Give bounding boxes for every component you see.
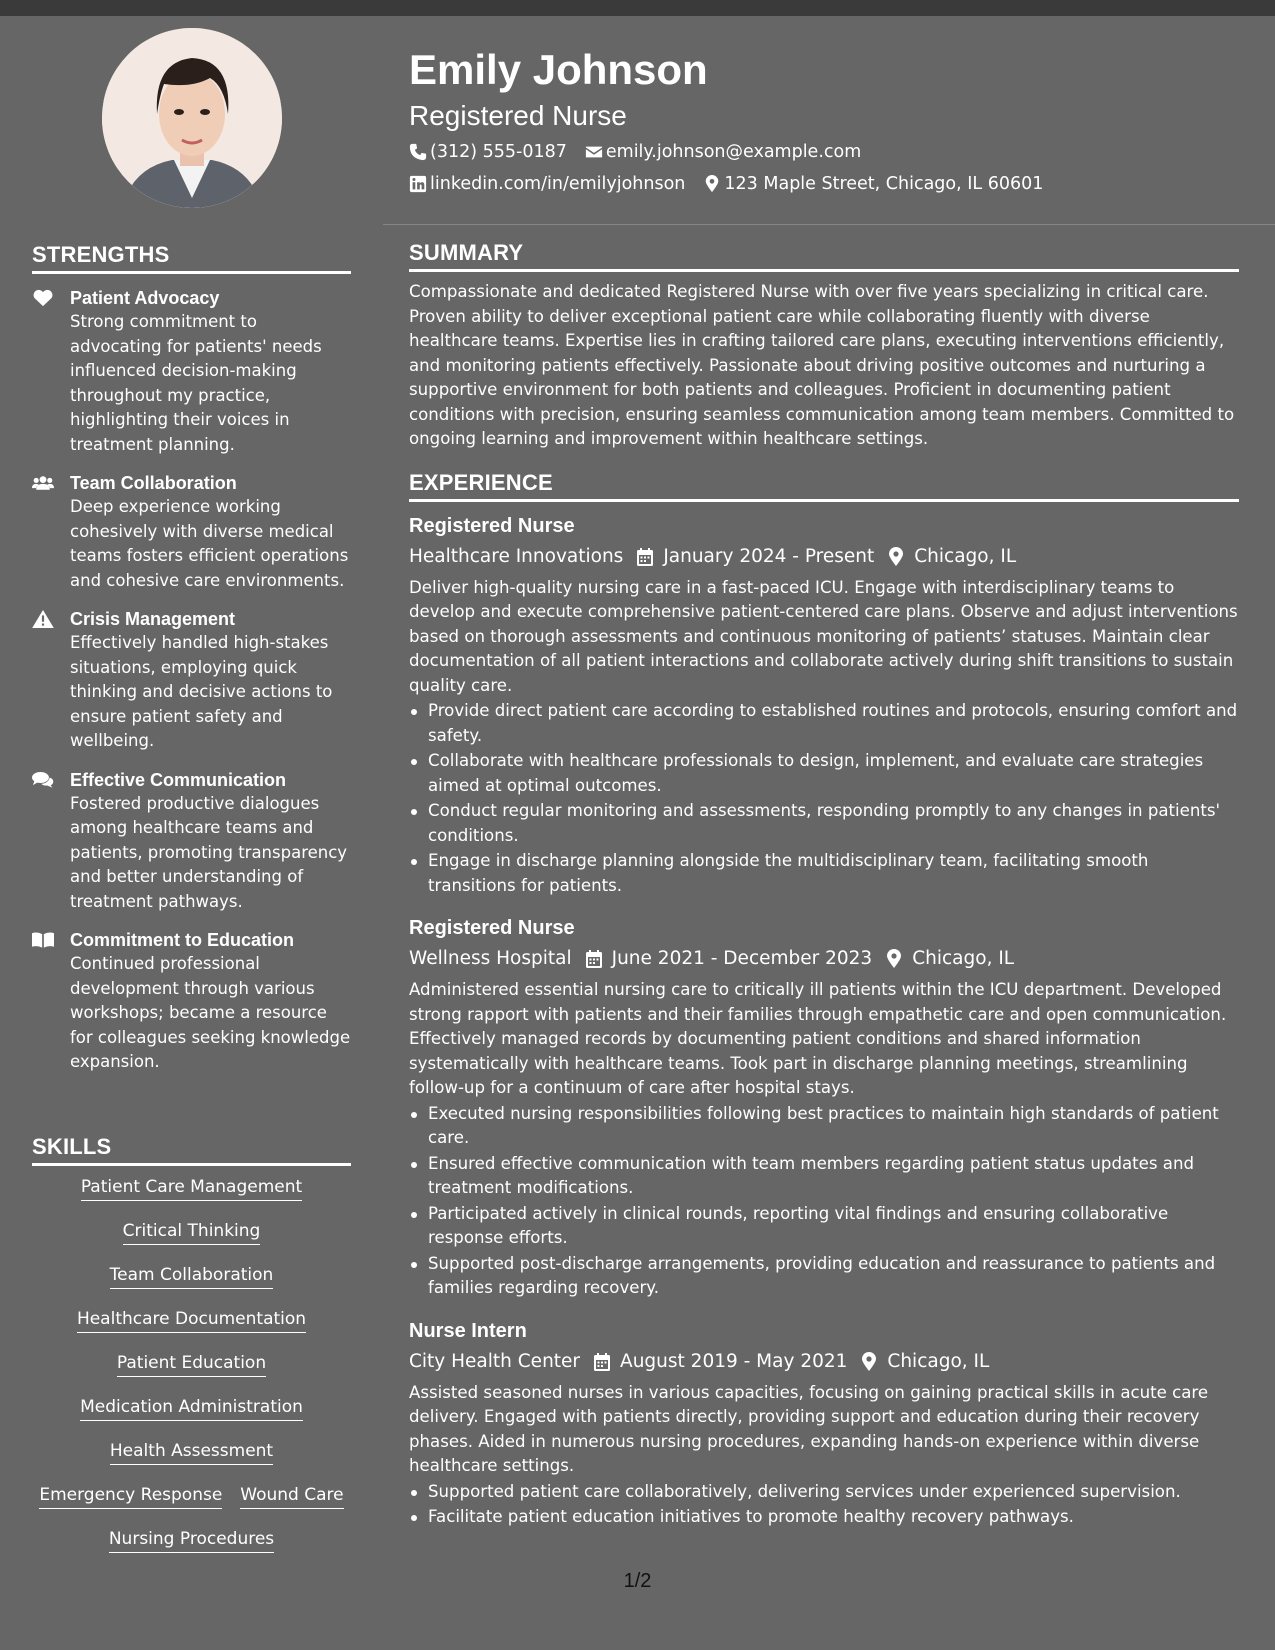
job-entry (409, 914, 1239, 1301)
experience-section (409, 470, 1239, 1530)
avatar (102, 28, 282, 208)
resume-header (409, 42, 1239, 198)
job-location: Chicago, IL (914, 545, 1017, 567)
skill-tag: Patient Care Management (81, 1176, 302, 1201)
strengths-section (32, 242, 351, 1075)
strength-description: Deep experience working cohesively with diverse medical teams fosters efficient operations and cohesive care environments. (70, 497, 349, 590)
skill-tag: Nursing Procedures (109, 1528, 274, 1553)
job-meta (409, 944, 1239, 974)
job-company: City Health Center (409, 1350, 581, 1372)
job-description: Deliver high-quality nursing care in a fast-paced ICU. Engage with interdisciplinary teams to develop and execute comprehensive patient-centered care plans. Observe and adjust interventions based on thorough assessments and continuous monitoring of patients’ statuses. Maintain clear documentation of all patient interactions and collaborate actively during shift transitions to sustain quality care. (409, 577, 1238, 695)
heart-icon (32, 286, 70, 457)
email-contact (585, 138, 861, 166)
strength-description: Strong commitment to advocating for patients' needs influenced decision-making throughout my practice, highlighting their voices in treatment planning. (70, 312, 322, 454)
list-item: Collaborate with healthcare professionals to design, implement, and evaluate care strategies aimed at optimal outcomes. (409, 749, 1239, 798)
profile-photo (102, 28, 282, 208)
comments-icon (32, 768, 70, 915)
list-item: Conduct regular monitoring and assessments, responding promptly to any changes in patients' conditions. (409, 799, 1239, 848)
skills-section (32, 1134, 351, 1572)
linkedin-link[interactable]: linkedin.com/in/emilyjohnson (430, 174, 686, 194)
candidate-title: Registered Nurse (409, 100, 627, 131)
job-bullets (409, 1480, 1239, 1530)
map-marker-icon (884, 949, 904, 969)
strength-item (32, 928, 351, 1075)
job-dates: June 2021 - December 2023 (611, 948, 873, 969)
map-marker-icon (703, 175, 721, 193)
skill-tag: Health Assessment (110, 1440, 273, 1465)
strength-description: Effectively handled high-stakes situations, employing quick thinking and decisive actions to ensure patient safety and wellbeing. (70, 633, 333, 750)
job-location: Chicago, IL (887, 1350, 990, 1372)
envelope-icon (585, 143, 603, 161)
strength-title: Patient Advocacy (70, 288, 220, 308)
strength-title: Crisis Management (70, 609, 236, 629)
top-bar (0, 0, 1275, 16)
list-item: Engage in discharge planning alongside the multidisciplinary team, facilitating smooth transitions for patients. (409, 849, 1239, 898)
summary-section (409, 240, 1239, 452)
strength-description: Fostered productive dialogues among healthcare teams and patients, promoting transparency and better understanding of treatment pathways. (70, 793, 348, 911)
contact-row (409, 170, 1239, 198)
skill-tag: Team Collaboration (110, 1264, 274, 1289)
summary-heading: SUMMARY (409, 240, 1239, 272)
contact-row (409, 138, 1239, 166)
job-description: Assisted seasoned nurses in various capacities, focusing on gaining practical skills in acute care delivery. Engaged with patients directly, providing support and education during their recovery phases. Aided in numerous nursing procedures, expanding hands-on experience within diverse healthcare settings. (409, 1382, 1209, 1475)
strength-title: Team Collaboration (70, 473, 237, 493)
job-meta (409, 1347, 1239, 1377)
address-contact (703, 170, 1043, 198)
list-item: Ensured effective communication with team members regarding patient status updates and treatment modifications. (409, 1152, 1239, 1201)
job-company: Healthcare Innovations (409, 545, 624, 567)
skill-tag: Wound Care (240, 1484, 343, 1509)
warning-icon (32, 607, 70, 754)
main-content (409, 240, 1239, 1531)
map-marker-icon (886, 547, 906, 567)
phone-contact (409, 138, 567, 166)
strength-item (32, 768, 351, 915)
job-bullets (409, 1102, 1239, 1301)
list-item: Provide direct patient care according to established routines and protocols, ensuring comfort and safety. (409, 699, 1239, 748)
list-item: Participated actively in clinical rounds, reporting vital findings and ensuring collaborative response efforts. (409, 1202, 1239, 1251)
job-dates: January 2024 - Present (663, 545, 875, 567)
job-company: Wellness Hospital (409, 948, 572, 969)
skill-tag: Healthcare Documentation (77, 1308, 306, 1333)
skill-tag: Critical Thinking (123, 1220, 261, 1245)
users-icon (32, 471, 70, 593)
job-role: Registered Nurse (409, 917, 575, 939)
list-item: Supported post-discharge arrangements, providing education and reassurance to patients and families regarding recovery. (409, 1252, 1239, 1301)
summary-text: Compassionate and dedicated Registered Nurse with over five years specializing in critical care. Proven ability to deliver exceptional patient care while collaborating fluently with diverse healthcare teams. Expertise lies in crafting tailored care plans, executing interventions efficiently, and monitoring patients effectively. Passionate about driving positive outcomes and nurturing a supportive environment for both patients and colleagues. Proficient in documenting patient conditions with precision, ensuring seamless communication among team members. Committed to ongoing learning and improvement within healthcare settings. (409, 282, 1235, 448)
job-location: Chicago, IL (912, 948, 1015, 969)
job-entry (409, 512, 1239, 899)
address-text: 123 Maple Street, Chicago, IL 60601 (724, 174, 1044, 194)
job-dates: August 2019 - May 2021 (620, 1350, 848, 1372)
job-role: Registered Nurse (409, 514, 575, 537)
strength-title: Commitment to Education (70, 930, 294, 950)
strength-description: Continued professional development through various workshops; became a resource for colleagues seeking knowledge expansion. (70, 954, 351, 1071)
linkedin-contact (409, 170, 685, 198)
strength-title: Effective Communication (70, 769, 287, 790)
page-number: 1/2 (623, 1570, 652, 1592)
job-meta (409, 542, 1239, 572)
linkedin-icon (409, 175, 427, 193)
job-entry (409, 1317, 1239, 1530)
candidate-name: Emily Johnson (409, 46, 708, 93)
job-description: Administered essential nursing care to critically ill patients within the ICU department. Developed strong rapport with patients and their families through empathetic care and open communication. Effectively managed records by documenting patient conditions and shared information systematically with healthcare teams. Took part in discharge planning meetings, streamlining follow-up for a continuum of care after hospital stays. (409, 980, 1227, 1097)
calendar-icon (592, 1352, 612, 1372)
map-marker-icon (859, 1352, 879, 1372)
list-item: Facilitate patient education initiatives to promote healthy recovery pathways. (409, 1505, 1239, 1530)
skill-tag: Medication Administration (80, 1396, 303, 1421)
job-role: Nurse Intern (409, 1319, 527, 1342)
skill-tag: Patient Education (117, 1352, 266, 1377)
calendar-icon (635, 547, 655, 567)
phone-icon (409, 143, 427, 161)
job-bullets (409, 699, 1239, 898)
phone-text[interactable]: (312) 555-0187 (430, 142, 567, 162)
header-divider (383, 224, 1275, 225)
book-open-icon (32, 928, 70, 1075)
list-item: Supported patient care collaboratively, delivering services under experienced supervision. (409, 1480, 1239, 1505)
strength-item (32, 607, 351, 754)
list-item: Executed nursing responsibilities following best practices to maintain high standards of patient care. (409, 1102, 1239, 1151)
skill-list (32, 1166, 351, 1572)
strength-item (32, 286, 351, 457)
experience-heading: EXPERIENCE (409, 470, 1239, 502)
email-link[interactable]: emily.johnson@example.com (605, 142, 862, 162)
strengths-heading: STRENGTHS (32, 242, 351, 274)
skills-heading: SKILLS (32, 1134, 351, 1166)
skill-tag: Emergency Response (39, 1484, 222, 1509)
strength-item (32, 471, 351, 593)
calendar-icon (584, 949, 604, 969)
